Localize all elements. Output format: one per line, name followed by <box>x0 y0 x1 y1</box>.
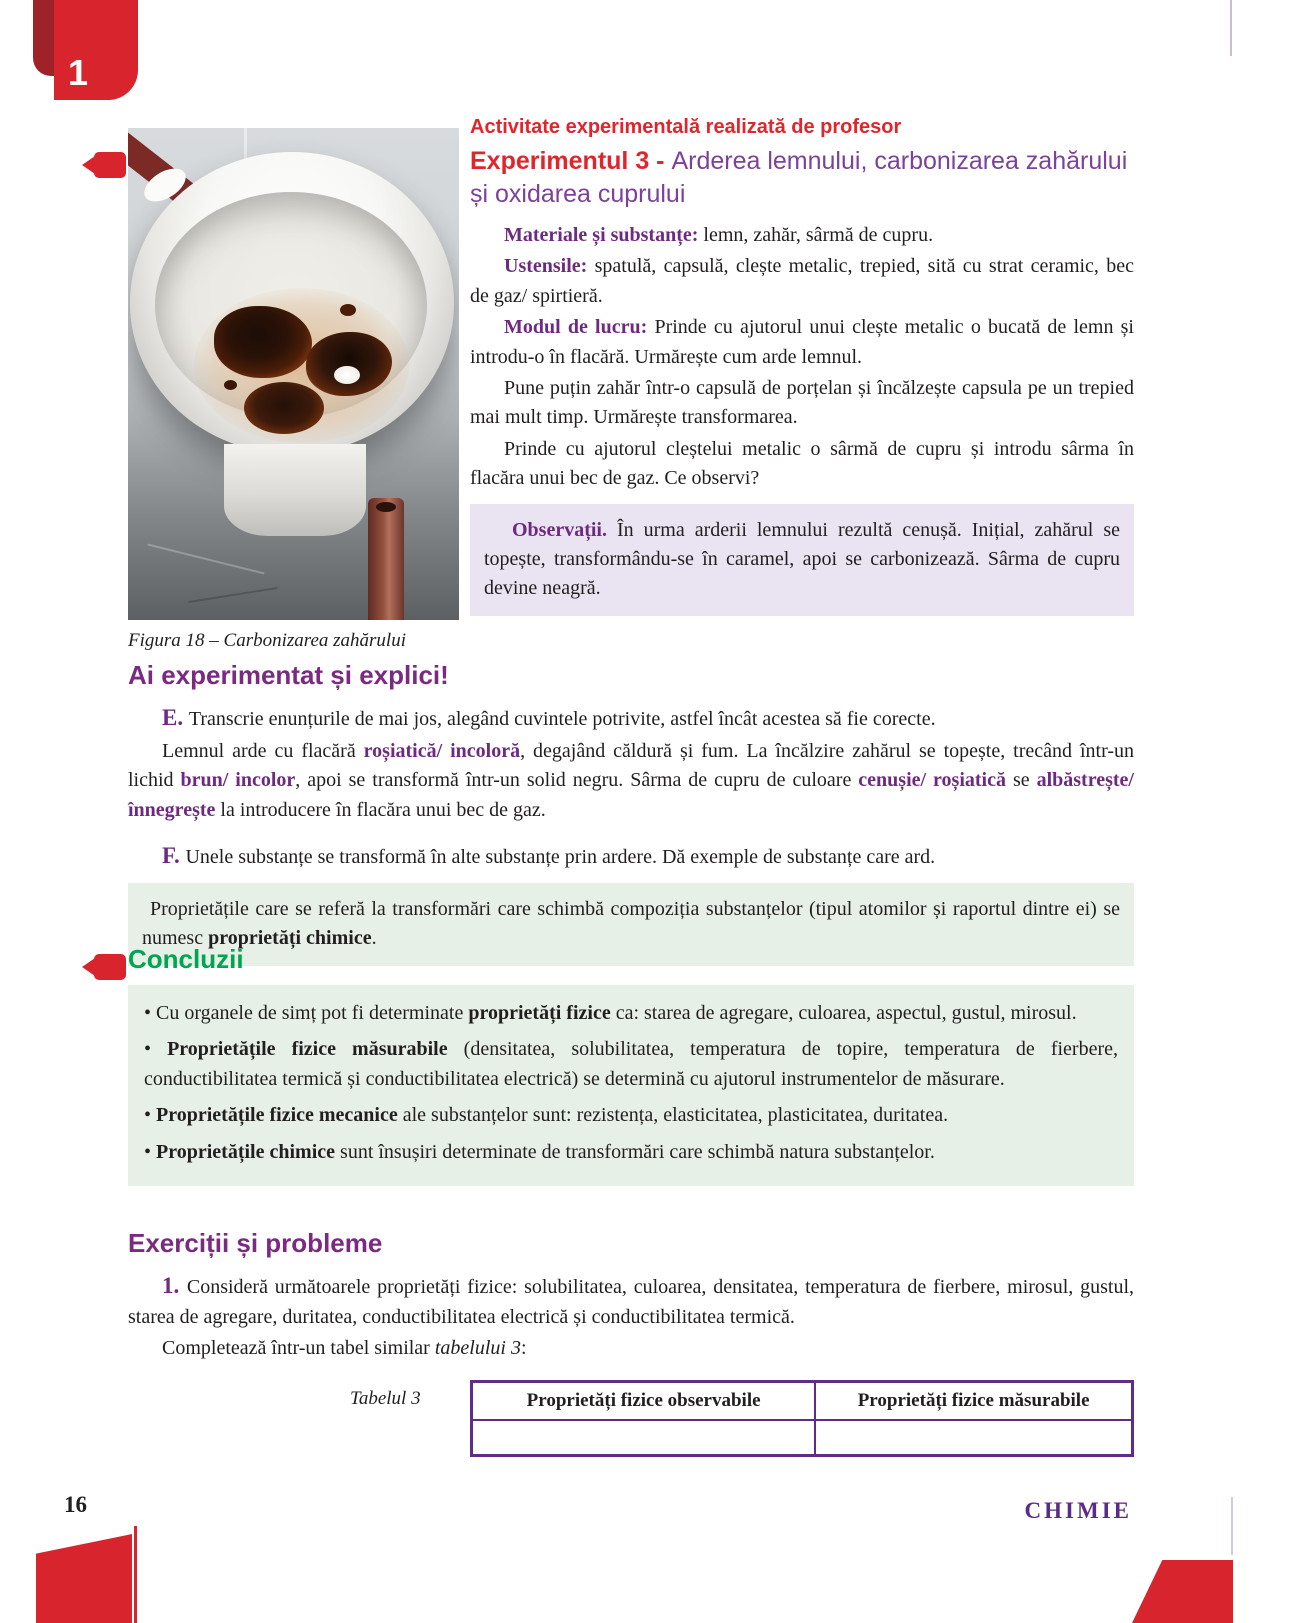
experiment-column <box>470 116 1134 616</box>
observations-box <box>470 504 1134 616</box>
exercise-f-body: F. Unele substanțe se transformă în alte substanțe prin ardere. Dă exemple de substanțe care ard. <box>162 842 936 868</box>
procedure-paragraph: Modul de lucru: Prinde cu ajutorul unui clește metalic o bucată de lemn și introdu-o în flacără. Urmărește cum arde lemnul. <box>470 316 1134 368</box>
surface-crack <box>188 587 277 603</box>
utensils-paragraph: Ustensile: spatulă, capsulă, clește metalic, trepied, sită cu strat ceramic, bec de gaz/ spirtieră. <box>470 255 1134 307</box>
table-header-row <box>472 1381 1133 1420</box>
exercises-heading: Exerciții și probleme <box>128 1228 383 1258</box>
conclusions-heading: Concluzii <box>128 944 244 974</box>
exercise-1-continuation: Completează într-un tabel similar tabelului 3: <box>162 1337 527 1360</box>
table-row <box>472 1420 1133 1456</box>
video-camera-icon <box>82 950 128 984</box>
dish-foot <box>224 444 366 536</box>
table-zone <box>128 1380 1134 1470</box>
note-paragraph: Proprietățile care se referă la transformări care schimbă compoziția substanțelor (tipul atomilor și raportul dintre ei) se numesc proprietăți chimice. <box>142 897 1120 950</box>
exercises-section <box>128 1228 1134 1470</box>
conclusion-bullet: • Proprietățile chimice sunt însușiri determinate de transformări care schimbă natura substanțelor. <box>144 1138 1118 1167</box>
conclusions-section <box>128 944 1134 1186</box>
conclusion-bullet: • Cu organele de simț pot fi determinate proprietăți fizice ca: starea de agregare, culoarea, aspectul, gustul, mirosul. <box>144 999 1118 1028</box>
exercise-1: 1. Consideră următoarele proprietăți fizice: solubilitatea, culoarea, densitatea, temperatura de fierbere, mirosul, gustul, starea de agregare, duritatea, conductibilitatea electrică și conductibilitatea termică. <box>128 1273 1135 1328</box>
table-header-observable: Proprietăți fizice observabile <box>472 1381 816 1420</box>
conclusion-bullet: • Proprietățile fizice mecanice ale substanțelor sunt: rezistența, elasticitatea, plasticitatea, duritatea. <box>144 1101 1118 1130</box>
chapter-tab-red-shape <box>54 0 138 100</box>
conclusion-bullet: • Proprietățile fizice măsurabile (densitatea, solubilitatea, temperatura de topire, temperatura de fierbere, conductibilitatea termică și conductibilitatea electrică) se determină cu ajutorul instrumentelor de măsurare. <box>144 1035 1118 1094</box>
bottom-left-red-shape <box>36 1534 132 1623</box>
procedure-paragraph: Pune puțin zahăr într-o capsulă de porțelan și încălzește capsula pe un trepied mai mult timp. Urmărește transformarea. <box>470 376 1134 429</box>
exercise-e-intro: E. Transcrie enunțurile de mai jos, alegând cuvintele potrivite, astfel încât acestea să fie corecte. <box>162 705 936 730</box>
explain-section <box>128 660 1134 966</box>
activity-kicker: Activitate experimentală realizată de profesor <box>470 116 902 138</box>
figure-caption: Figura 18 – Carbonizarea zahărului <box>128 630 406 651</box>
bottom-right-red-shape <box>1132 1560 1233 1623</box>
chapter-number: 1 <box>68 52 89 93</box>
figure-photo <box>128 128 459 620</box>
book-title-footer: CHIMIE <box>1024 1498 1132 1523</box>
burnt-sugar-blob <box>244 382 324 434</box>
conclusions-box <box>128 985 1134 1186</box>
table-header-measurable: Proprietăți fizice măsurabile <box>815 1381 1132 1420</box>
explain-heading: Ai experimentat și explici! <box>128 660 449 690</box>
bottom-left-rule <box>134 1526 137 1623</box>
stand-rod <box>368 498 404 620</box>
procedure-paragraph: Prinde cu ajutorul cleștelui metalic o sârmă de cupru și introdu sârma în flacăra unui bec de gaz. Ce observi? <box>470 437 1134 490</box>
top-right-rule <box>1230 0 1232 56</box>
experiment-title: Experimentul 3 - Arderea lemnului, carbonizarea zahărului și oxidarea cuprului <box>470 147 1128 208</box>
sugar-pile <box>334 366 360 384</box>
surface-crack <box>148 544 265 575</box>
materials-paragraph: Materiale și substanțe: lemn, zahăr, sârmă de cupru. <box>504 224 934 246</box>
page-number: 16 <box>64 1492 87 1517</box>
table-cell-empty <box>472 1420 816 1456</box>
table-label: Tabelul 3 <box>350 1387 421 1409</box>
table-cell-empty <box>815 1420 1132 1456</box>
exercise-e-body: Lemnul arde cu flacără roșiatică/ incoloră, degajând căldură și fum. La încălzire zahărul se topește, trecând într-un lichid brun/ incolor, apoi se transformă într-un solid negru. Sârma de cupru de culoare cenușie/ roșiatică se albăstrește/ înnegrește la introducere în flacăra unui bec de gaz. <box>128 739 1135 821</box>
properties-table <box>470 1380 1134 1458</box>
stand-rod-opening <box>376 502 396 512</box>
bottom-right-rule <box>1231 1497 1233 1555</box>
burnt-sugar-blob <box>214 306 312 378</box>
observations-paragraph: Observații. În urma arderii lemnului rezultă cenușă. Inițial, zahărul se topește, transformându-se în caramel, apoi se carbonizează. Sârma de cupru devine neagră. <box>484 518 1120 600</box>
sugar-drip <box>340 304 356 316</box>
sugar-drip <box>224 380 237 390</box>
video-camera-icon <box>82 148 128 182</box>
